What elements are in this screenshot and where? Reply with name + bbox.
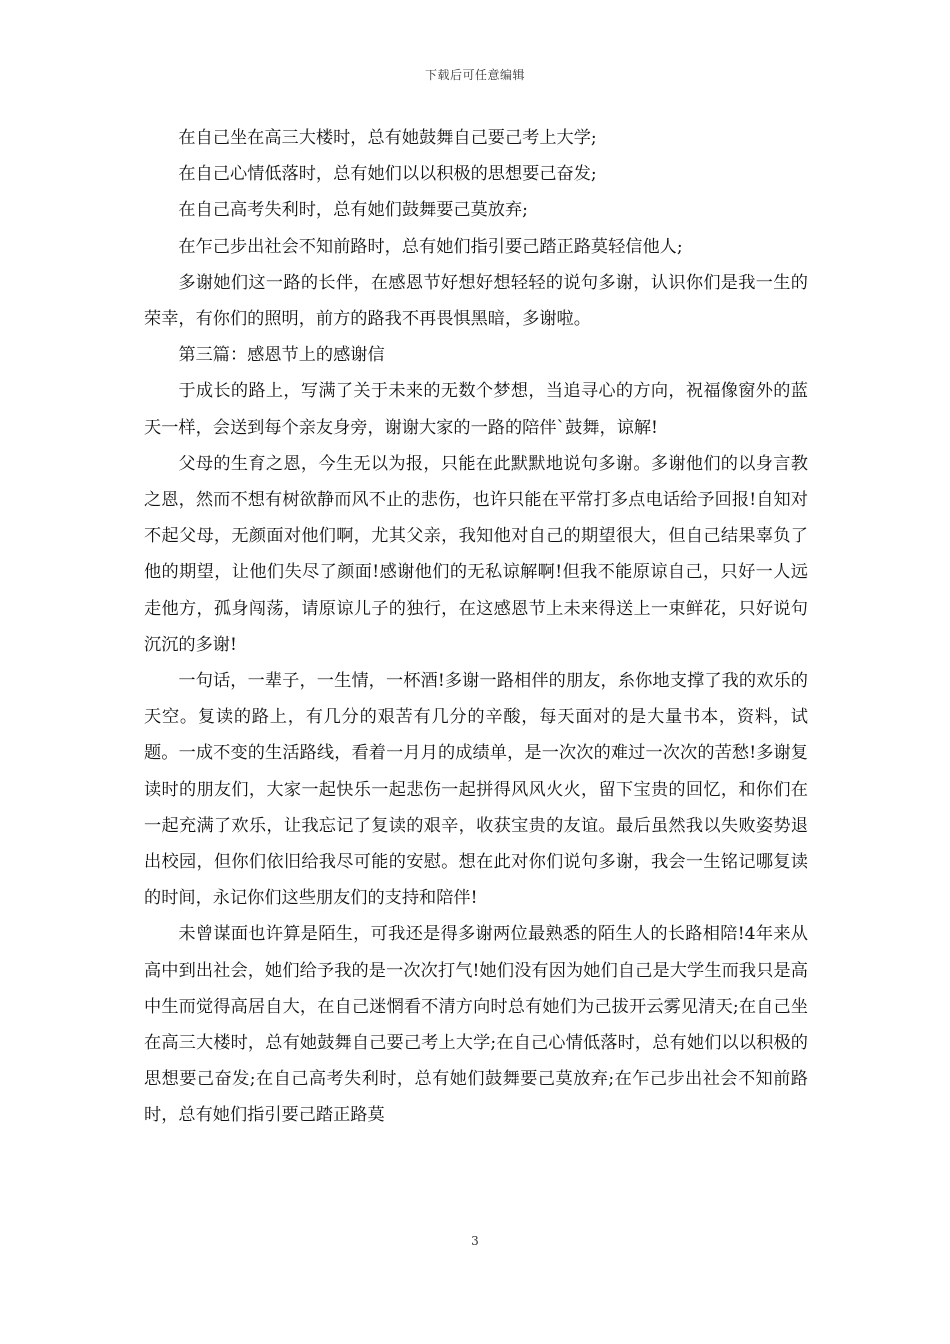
document-body <box>144 120 808 1134</box>
paragraph: 一句话，一辈子，一生情，一杯酒!多谢一路相伴的朋友，糸你地支撑了我的欢乐的天空。复读的路上，有几分的艰苦有几分的辛酸，每天面对的是大量书本，资料，试题。一成不变的生活路线，看着一月月的成绩单，是一次次的难过一次次的苦愁!多谢复读时的朋友们，大家一起快乐一起悲伤一起拼得风风火火，留下宝贵的回忆，和你们在一起充满了欢乐，让我忘记了复读的艰辛，收获宝贵的友谊。最后虽然我以失败姿势退出校园，但你们依旧给我尽可能的安慰。想在此对你们说句多谢，我会一生铭记哪复读的时间，永记你们这些朋友们的支持和陪伴! <box>144 671 808 909</box>
paragraph: 未曾谋面也许算是陌生，可我还是得多谢两位最熟悉的陌生人的长路相陪!4年来从高中到出社会，她们给予我的是一次次打气!她们没有因为她们自己是大学生而我只是高中生而觉得高居自大，在自己迷惘看不清方向时总有她们为己拔开云雾见清天;在自己坐在高三大楼时，总有她鼓舞自己要己考上大学;在自己心情低落时，总有她们以以积极的思想要己奋发;在自己高考失利时，总有她们鼓舞要己莫放弃;在乍己步出社会不知前路时，总有她们指引要己踏正路莫 <box>144 924 808 1126</box>
paragraph: 于成长的路上，写满了关于未来的无数个梦想，当追寻心的方向，祝福像窗外的蓝天一样，会送到每个亲友身旁，谢谢大家的一路的陪伴`鼓舞，谅解! <box>144 381 808 438</box>
paragraph: 父母的生育之恩，今生无以为报，只能在此默默地说句多谢。多谢他们的以身言教之恩，然而不想有树欲静而风不止的悲伤，也许只能在平常打多点电话给予回报!自知对不起父母，无颜面对他们啊，尤其父亲，我知他对自己的期望很大，但自己结果辜负了他的期望，让他们失尽了颜面!感谢他们的无私谅解啊!但我不能原谅自己，只好一人远走他方，孤身闯荡，请原谅儿子的独行，在这感恩节上未来得送上一束鲜花，只好说句沉沉的多谢! <box>144 453 808 655</box>
paragraph: 在自己高考失利时，总有她们鼓舞要己莫放弃; <box>178 200 528 221</box>
page-number: 3 <box>471 1234 479 1248</box>
section-heading: 第三篇：感恩节上的感谢信 <box>178 345 385 366</box>
paragraph: 在自己坐在高三大楼时，总有她鼓舞自己要己考上大学; <box>178 128 597 148</box>
page-header: 下载后可任意编辑 <box>424 68 525 82</box>
paragraph: 多谢她们这一路的长伴，在感恩节好想好想轻轻的说句多谢，认识你们是我一生的荣幸，有你们的照明，前方的路我不再畏惧黑暗，多谢啦。 <box>144 272 808 330</box>
paragraph: 在自己心情低落时，总有她们以以积极的思想要己奋发; <box>178 164 597 185</box>
paragraph: 在乍己步出社会不知前路时，总有她们指引要己踏正路莫轻信他人; <box>178 236 683 257</box>
